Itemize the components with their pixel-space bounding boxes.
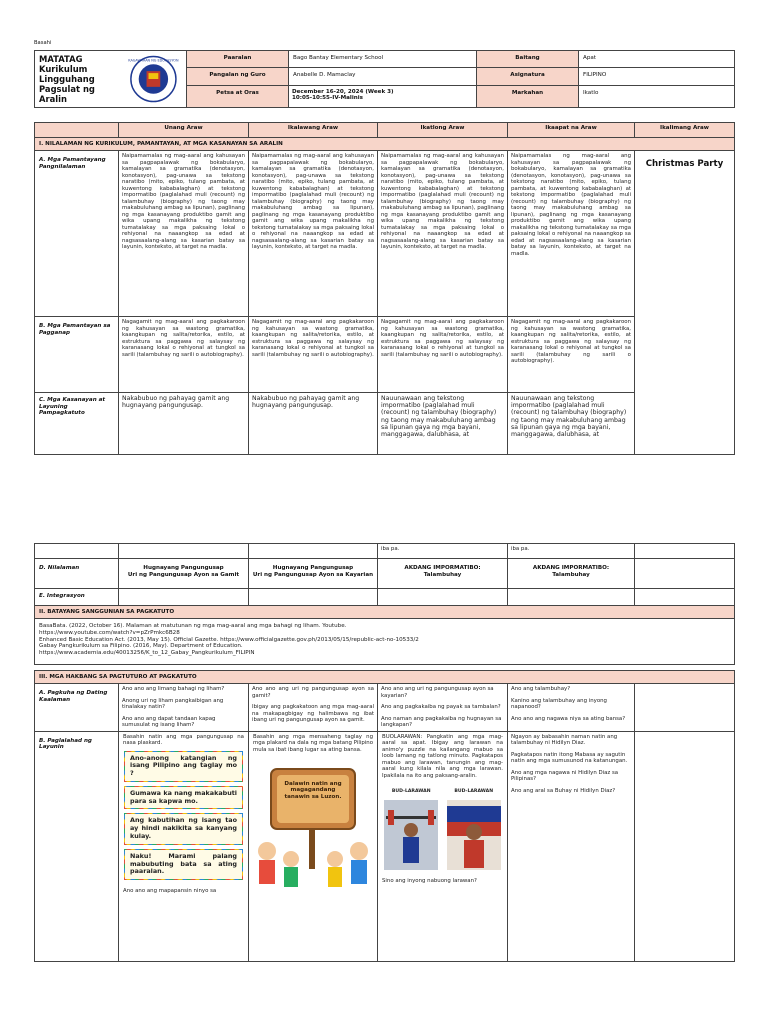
b3d2-intro: Basahin ang mga mensaheng taglay ng mga plakard na dala ng mga batang Pilipino mula sa ibat ibang lugar sa ating bansa. [253,733,373,753]
label-pamantayan-pagganap: B. Mga Pamantayan sa Pagganap [35,317,119,393]
a3-day4 [508,684,635,732]
a-day1: Naipamamalas ng mag-aaral ang kahusayan sa pagpapalawak ng bokabularyo, kamalayan sa gramatika (denotasyon, konotasyon), pag-unawa sa tekstong naratibo (mito, epiko, tulang pambata, at kuwentong kababalaghan) at tekstong impormatibo (paglalahad muli (recount) ng talambuhay (biography) ng taong may makabuluhang ambag sa lipunan), paglinang ng mga kasanayang produktibo gamit ang wika upang makalikha ng tekstong tumatalakay sa mga paksaing lokal o rehiyonal na naaangkop sa edad at nagsasaalang-alang sa kasarian batay sa layunin, konteksto, at target na madla. [119,151,249,317]
b3-day2 [249,731,378,961]
b3d4-line4: Ano ang aral sa Buhay ni Hidilyn Diaz? [511,787,616,794]
cont-day3: iba pa. [378,544,508,559]
a3d4-line3: Ano ano ang nagawa niya sa ating bansa? [511,715,626,722]
a-day2: Naipamamalas ng mag-aaral ang kahusayan sa pagpapalawak ng bokabularyo, kamalayan sa gramatika (denotasyon, konotasyon), pag-unawa sa tekstong naratibo (mito, epiko, tulang pambata, at kuwentong kababalaghan) at tekstong impormatibo (paglalahad muli (recount) ng talambuhay (biography) ng taong may makabuluhang ambag sa lipunan), paglinang ng mga kasanayang produktibo gamit ang wika upang makalikha ng tekstong tumatalakay sa mga paksaing lokal o rehiyonal na naaangkop sa edad at nagsasaalang-alang sa kasarian batay sa layunin, konteksto, at target na madla. [249,151,378,317]
e-day4 [508,589,635,606]
d4-line2: Talambuhay [552,571,590,578]
flashcard: Naku! Marami palang mabubuting bata sa ating paaralan. [124,849,243,880]
cont-day5 [635,544,735,559]
a3d4-line2: Kanino ang talambuhay ang inyong napanood? [511,697,607,710]
d1-line1: Hugnayang Pangungusap [143,565,224,571]
petsa-value [289,85,477,108]
asignatura-label: Asignatura [477,68,579,85]
b-day1: Nagagamit ng mag-aaral ang pagkakaroon ng kahusayan sa wastong gramatika, kaangkupan ng salita/retorika, estilo, at estruktura sa paggawa ng salaysay ng karanasang lokal o rehiyonal at tungkol sa sarili (talambuhay ng sarili o autobiography). [119,317,249,393]
b-day4: Nagagamit ng mag-aaral ang pagkakaroon ng kahusayan sa wastong gramatika, kaangkupan ng salita/retorika, estilo, at estruktura sa paggawa ng salaysay ng karanasang lokal o rehiyonal at tungkol sa sarili (talambuhay ng sarili o autobiography). [508,317,635,393]
b3-day1 [119,731,249,961]
flashcard: Ano-anong katangian ng isang Pilipino ang taglay mo ? [124,751,243,782]
svg-text:KAGAWARAN NG EDUKASYON: KAGAWARAN NG EDUKASYON [128,58,179,63]
cont-label [35,544,119,559]
baitang-label: Baitang [477,51,579,68]
day1-header: Unang Araw [119,123,249,138]
d2-line1: Hugnayang Pangungusap [272,565,354,571]
d-day1 [119,559,249,589]
paaralan-value: Bago Bantay Elementary School [289,51,477,68]
corner-cell [35,123,119,138]
cont-day2 [249,544,378,559]
placard-text: Dalawin natin ang magagandang tanawin sa Luzon. [284,781,342,800]
lesson-table-part1 [34,122,735,455]
puzzle-images [380,800,505,870]
a3d4-line1: Ano ang talambuhay? [511,686,571,692]
a3d2-line2: Ibigay ang pagkakatoon ang mga mag-aaral na makapagbigay ng halimbawa ng ibat ibang uri ng pangungusap ayon sa gamit. [252,704,374,723]
d2-line2: Uri ng Pangungusap Ayon sa Kayarian [252,571,374,578]
flashcard: Ang kabutihan ng isang tao ay hindi nakikita sa kanyang kulay. [124,813,243,844]
b3d3-intro: BUOLARAWAN: Pangkatin ang mga mag-aaral sa apat. Ibigay ang larawan na animo'y puzzle na kailangang mabuo sa loob lamang ng tatlong minuto. Pagkatapos mabuo ang larawan, tanungin ang mag-aaral kung kilala nila ang mga larawan. Ipakilala na ito ang paksang-aralin. [382,733,503,779]
ref-3: Enhanced Basic Education Act. (2013, May 15). Official Gazette. https://www.officialgazette.gov.ph/2013/05/15/republic-act-no-10533/2 [39,636,419,643]
petsa-label: Petsa at Oras [187,85,289,108]
b3-day5 [635,731,735,961]
a3d1-line3: Ano ano ang dapat tandaan kapag sumusulat ng isang liham? [122,715,216,728]
markahan-value: Ikatlo [579,85,735,108]
day5-header: Ikalimang Araw [635,123,735,138]
a3-day3 [378,684,508,732]
b3d1-intro: Basahin natin ang mga pangungusap na nasa plaskard. [123,733,244,746]
section3-title: III. MGA HAKBANG SA PAGTUTURO AT PAGKATUTO [35,671,735,684]
c-day1: Nakabubuo ng pahayag gamit ang hugnayang pangungusap. [119,393,249,455]
a3d3-line1: Ano ano ang uri ng pangungusap ayon sa kayarian? [381,686,494,699]
d4-line1: AKDANG IMPORMATIBO: [532,565,610,571]
b3-day4 [508,731,635,961]
references [35,619,735,665]
day2-header: Ikalawang Araw [249,123,378,138]
section2-title: II. BATAYANG SANGGUNIAN SA PAGKATUTO [35,606,735,619]
d-day5 [635,559,735,589]
a3-day2 [249,684,378,732]
paaralan-label: Paaralan [187,51,289,68]
petsa-time: 10:05-10:55-IV-Malinis [292,95,363,102]
ref-5: https://www.academia.edu/40013256/K_to_12_Gabay_Pangkurikulum_FILIPIN [39,650,255,657]
a3-day5 [635,684,735,732]
e-day2 [249,589,378,606]
e-day3 [378,589,508,606]
a-day3: Naipamamalas ng mag-aaral ang kahusayan sa pagpapalawak ng bokabularyo, kamalayan sa gramatika (denotasyon, konotasyon), pag-unawa sa tekstong naratibo (mito, epiko, tulang pambata, at kuwentong kababalaghan) at tekstong impormatibo (paglalahad muli (recount) ng talambuhay (biography) ng taong may makabuluhang ambag sa lipunan), paglinang ng mga kasanayang produktibo gamit ang wika upang makalikha ng tekstong tumatalakay sa mga paksaing lokal o rehiyonal na naaangkop sa edad at nagsasaalang-alang sa kasarian batay sa layunin, konteksto, at target na madla. [378,151,508,317]
d3-line2: Talambuhay [423,571,462,578]
b3d4-line1: Ngayon ay babasahin naman natin ang talambuhay ni Hidilyn Diaz. [511,733,618,746]
b-day2: Nagagamit ng mag-aaral ang pagkakaroon ng kahusayan sa wastong gramatika, kaangkupan ng salita/retorika, estilo, at estruktura sa paggawa ng salaysay ng karanasang lokal o rehiyonal at tungkol sa sarili (talambuhay ng sarili o autobiography). [249,317,378,393]
guro-label: Pangalan ng Guro [187,68,289,85]
guro-value: Anabelle D. Mamaclay [289,68,477,85]
d-day3 [378,559,508,589]
b3d1-end: Ano ano ang mapapansin ninyo sa [123,888,217,895]
cont-day4: iba pa. [508,544,635,559]
section1-title: I. NILALAMAN NG KURIKULUM, PAMANTAYAN, AT MGA KASANAYAN SA ARALIN [35,138,735,151]
a-day4: Naipamamalas ng mag-aaral ang kahusayan sa pagpapalawak ng bokabularyo, kamalayan sa gramatika (denotasyon, konotasyon), pag-unawa sa tekstong naratibo (mito, epiko, tulang pambata, at kuwentong kababalaghan) at tekstong impormatibo (paglalahad muli (recount) ng talambuhay (biography) ng taong may makabuluhang ambag sa lipunan), paglinang ng mga kasanayang produktibo gamit ang wika upang makalikha ng tekstong tumatalakay sa mga paksaing lokal o rehiyonal na naaangkop sa edad at nagsasaalang-alang sa kasarian batay sa layunin, konteksto, at target na madla. [508,151,635,317]
puzzle-caption-1: BUD-LARAWAN [391,789,431,794]
christmas-party: Christmas Party [635,151,735,455]
b3d4-line3: Ano ang mga nagawa ni Hidilyn Diaz sa Pilipinas? [511,769,619,782]
ref-4: Gabay Pangkurikulum sa Filipino. (2016, May). Department of Education. [39,643,243,650]
asignatura-value: FILIPINO [579,68,735,85]
children-sign-icon [251,759,375,889]
day4-header: Ikaapat na Araw [508,123,635,138]
ref-1: BasaBata. (2022, October 16). Malaman at matutunan ng mga mag-aaral ang mga bahagi ng liham. Youtube. [39,623,347,629]
label-pamantayang-pangnilalaman: A. Mga Pamantayang Pangnilalaman [35,151,119,317]
day3-header: Ikatlong Araw [378,123,508,138]
markahan-label: Markahan [477,85,579,108]
puzzle-captions [380,789,505,796]
label-nilalaman: D. Nilalaman [35,559,119,589]
b3-day3 [378,731,508,961]
label-pagkuha: A. Pagkuha ng Dating Kaalaman [35,684,119,732]
flashcard: Gumawa ka nang makakabuti para sa kapwa mo. [124,786,243,810]
athlete-flag-photo-icon [447,800,501,870]
a3d3-line3: Ano naman ang pagkakaiba ng hugnayan sa langkapan? [381,715,502,728]
baitang-value: Apat [579,51,735,68]
kids-placard-illustration [251,759,375,889]
e-day5 [635,589,735,606]
deped-seal-icon [125,54,182,104]
weightlifter-photo-icon [384,800,438,870]
d-day2 [249,559,378,589]
a3d1-line2: Anong uri ng liham pangkaibigan ang tinalakay natin? [122,697,224,710]
label-kasanayan: C. Mga Kasanayan at Layuning Pampagkatuto [35,393,119,455]
label-integrasyon: E. Integrasyon [35,589,119,606]
page-title: MATATAG Kurikulum Lingguhang Pagsulat ng Aralin [39,54,95,104]
puzzle-caption-2: BUD-LARAWAN [454,789,494,794]
a3-day1 [119,684,249,732]
c-day4: Nauunawaan ang tekstong impormatibo (paglalahad muli (recount) ng talambuhay (biography) ng taong may makabuluhang ambag sa lipunan gaya ng mga bayani, manggagawa, dalubhasa, at [508,393,635,455]
lesson-table-part2 [34,543,735,962]
e-day1 [119,589,249,606]
c-day3: Nauunawaan ang tekstong impormatibo (paglalahad muli (recount) ng talambuhay (biography) ng taong may makabuluhang ambag sa lipunan gaya ng mga bayani, manggagawa, dalubhasa, at [378,393,508,455]
d1-line2: Uri ng Pangungusap Ayon sa Gamit [127,571,240,578]
petsa-date: December 16-20, 2024 (Week 3) [292,88,394,95]
a3d3-line2: Ano ang pagkakaiba ng payak sa tambalan? [381,704,501,710]
b3d4-line2: Pagkatapos natin itong Mabasa ay sagutin natin ang mga sumusunod na katanungan. [511,751,628,764]
c-day2: Nakabubuo ng pahayag gamit ang hugnayang pangungusap. [249,393,378,455]
b-day3: Nagagamit ng mag-aaral ang pagkakaroon ng kahusayan sa wastong gramatika, kaangkupan ng salita/retorika, estilo, at estruktura sa paggawa ng salaysay ng karanasang lokal o rehiyonal at tungkol sa sarili (talambuhay ng sarili o autobiography). [378,317,508,393]
a3d2-line1: Ano ano ang uri ng pangungusap ayon sa gamit? [252,686,374,699]
d-day4 [508,559,635,589]
ref-2: https://www.youtube.com/watch?v=pZrPmkc6B28 [39,629,180,636]
header-table [34,50,735,108]
d3-line1: AKDANG IMPORMATIBO: [404,565,481,571]
top-label: Basahi [34,40,52,46]
cont-day1 [119,544,249,559]
a3d1-line1: Ano ano ang limang bahagi ng liham? [122,686,225,692]
b3d3-end: Sino ang inyong nabuong larawan? [382,877,477,884]
label-paglalahad: B. Paglalahad ng Layunin [35,731,119,961]
